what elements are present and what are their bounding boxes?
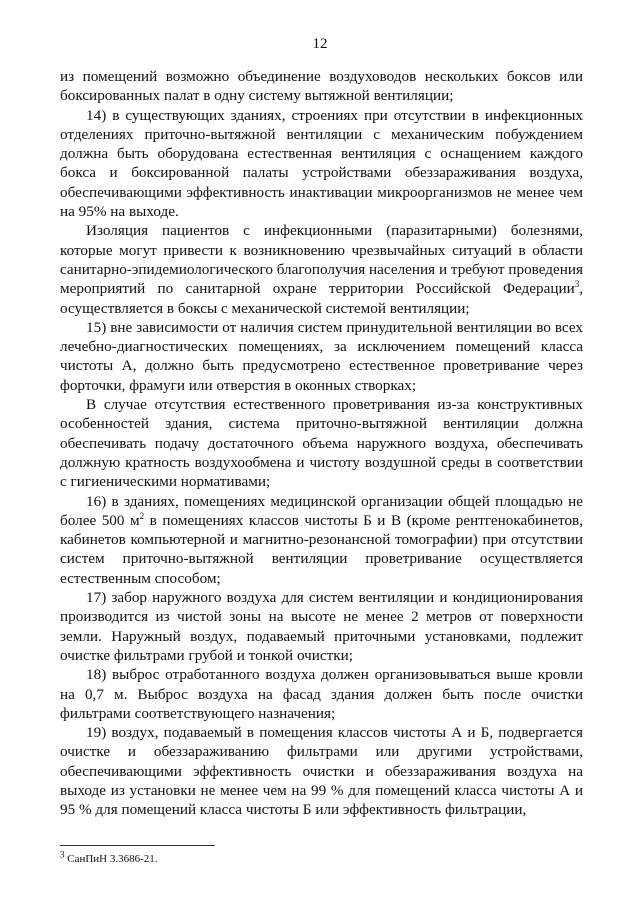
paragraph-item-17: 17) забор наружного воздуха для систем вентиляции и кондиционирования производится из чистой зоны на высоте не менее 2 метров от поверхности земли. Наружный воздух, подаваемый приточными установками, подлежит очистке фильтрами грубой и тонкой очистки; [60, 589, 583, 664]
page-number: 12 [312, 36, 328, 52]
paragraph-continuation: из помещений возможно объединение воздуховодов нескольких боксов или боксированных палат в одну систему вытяжной вентиляции; [60, 68, 583, 105]
footnote-reference: 3 [574, 279, 580, 290]
paragraph-no-natural-ventilation: В случае отсутствия естественного проветривания из-за конструктивных особенностей здания, система приточно-вытяжной вентиляции должна обеспечивать подачу достаточного объема наружного воздуха, обеспечивать должную кратность воздухообмена и чистоту воздушной среды в соответствии с гигиеническими нормативами; [60, 396, 583, 491]
paragraph-item-19: 19) воздух, подаваемый в помещения классов чистоты А и Б, подвергается очистке и обеззараживанию фильтрами или другими устройствами, обеспечивающими эффективность очистки и обеззараживания воздуха на выходе из установки не менее чем на 99 % для помещений класса чистоты А и 95 % для помещений класса чистоты Б или эффективность фильтрации, [60, 724, 583, 819]
paragraph-item-18: 18) выброс отработанного воздуха должен организовываться выше кровли на 0,7 м. Выброс воздуха на фасад здания должен быть после очистки фильтрами соответствующего назначения; [60, 666, 583, 722]
paragraph-isolation: Изоляция пациентов с инфекционными (паразитарными) болезнями, которые могут привести к возникновению чрезвычайных ситуаций в области санитарно-эпидемиологического благополучия населения и требуют проведения мероприятий по санитарной охране территории Российской Федерации$^3$, осуществляется в боксы с механической системой вентиляции; [60, 222, 584, 317]
paragraph-item-15: 15) вне зависимости от наличия систем принудительной вентиляции во всех лечебно-диагностических помещениях, за исключением помещений класса чистоты А, должно быть предусмотрено естественное проветривание через форточки, фрамуги или отверстия в оконных створках; [60, 318, 583, 394]
paragraph-item-14: 14) в существующих зданиях, строениях при отсутствии в инфекционных отделениях приточно-вытяжной вентиляции с механическим побуждением должна быть оборудована естественная вентиляция с оснащением каждого бокса и боксированной палаты устройствами обеззараживания воздуха, обеспечивающими эффективность инактивации микроорганизмов не менее чем на 95% на выходе. [60, 106, 583, 221]
footnote-divider [60, 845, 215, 846]
document-body [60, 67, 583, 820]
footnote-marker: 3 [60, 849, 65, 860]
footnote [60, 849, 158, 865]
footnote-text: СанПиН 3.3686-21. [64, 853, 158, 865]
paragraph-item-16: 16) в зданиях, помещениях медицинской организации общей площадью не более 500 $м^2$ в помещениях классов чистоты Б и В (кроме рентгенокабинетов, кабинетов компьютерной и магнитно-резонансной томографии) при отсутствии систем приточно-вытяжной вентиляции проветривание осуществляется естественным способом; [60, 492, 584, 587]
superscript-square: 2 [139, 510, 145, 521]
